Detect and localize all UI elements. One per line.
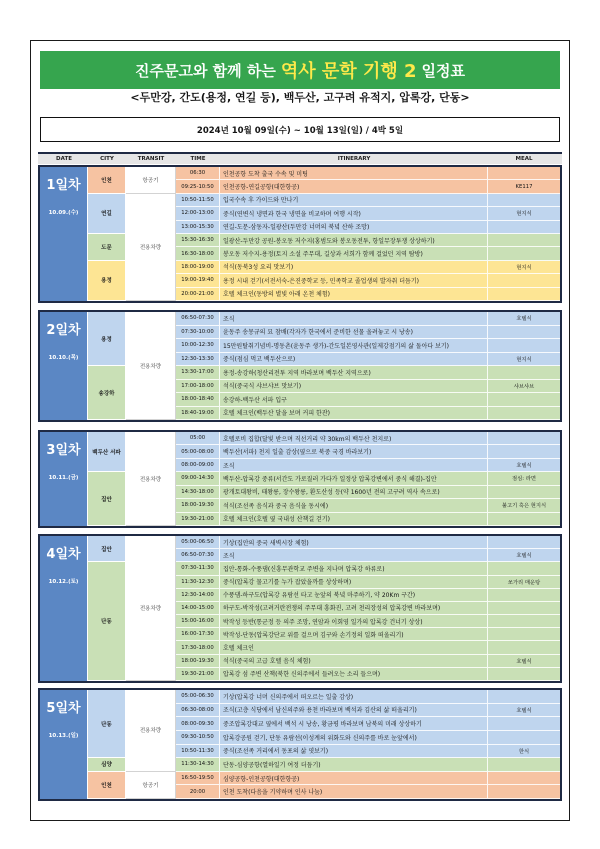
day-date: 10.09.(수) [48, 210, 79, 216]
itinerary-cell: 기상(압록강 너머 신의주에서 떠오르는 일출 감상) [220, 690, 488, 704]
city-cell: 인천 [88, 772, 126, 799]
meal-cell: 호텔식 [488, 459, 560, 472]
itinerary-cell: 인천 도착(다음을 기약하며 인사 나눔) [220, 785, 488, 799]
time-cell: 16:00-17:30 [176, 628, 220, 641]
itinerary-cell: 봉오동 저수지-용정(토지 소설 주무대, 길상과 서희가 함께 걸었던 지역 탐방) [220, 247, 488, 260]
day-label-cell [40, 432, 88, 526]
itinerary-cell: 윤동주 송몽규의 묘 참배(각자가 한국에서 준비한 선물 올려놓고 시 낭송) [220, 326, 488, 340]
time-cell: 19:30-21:00 [176, 513, 220, 526]
meal-cell [488, 366, 560, 380]
itinerary-cell: 석식(동북3성 요리 맛보기) [220, 261, 488, 274]
meal-cell [488, 339, 560, 353]
meal-cell [488, 615, 560, 628]
time-cell: 07:30-11:30 [176, 562, 220, 575]
time-cell: 06:50-07:30 [176, 549, 220, 562]
time-cell: 10:00-12:30 [176, 339, 220, 353]
itinerary-cell: 호텔 체크인 [220, 641, 488, 654]
time-cell: 08:00-09:30 [176, 717, 220, 731]
itinerary-cell: 입국수속 후 가이드와 만나기 [220, 194, 488, 207]
city-cell: 백두산 서파 [88, 432, 126, 472]
meal-cell [488, 628, 560, 641]
time-cell: 18:00-19:30 [176, 655, 220, 668]
city-cell: 단동 [88, 562, 126, 681]
time-cell: 17:30-18:00 [176, 641, 220, 654]
time-cell: 17:00-18:00 [176, 380, 220, 394]
day-date: 10.12.(토) [48, 579, 79, 585]
day-label-cell [40, 167, 88, 301]
itinerary-cell: 심양공항-인천공항(대한항공) [220, 772, 488, 786]
city-cell: 집안 [88, 472, 126, 526]
meal-cell [488, 274, 560, 287]
time-cell: 06:30-08:00 [176, 704, 220, 718]
meal-cell [488, 690, 560, 704]
time-cell: 13:00-15:30 [176, 221, 220, 234]
time-cell: 15:00-16:00 [176, 615, 220, 628]
time-cell: 16:30-18:00 [176, 247, 220, 260]
day-number: 5일차 [46, 701, 81, 716]
itinerary-cell: 조식 [220, 459, 488, 472]
day-label-cell [40, 312, 88, 420]
meal-cell: 호텔식 [488, 704, 560, 718]
time-cell: 09:00-14:30 [176, 472, 220, 485]
time-cell: 12:00-13:00 [176, 207, 220, 220]
city-cell: 송강하 [88, 366, 126, 420]
itinerary-table [38, 165, 562, 801]
itinerary-cell: 중식(점심 먹고 백두산으로) [220, 353, 488, 367]
title-bar [40, 51, 560, 89]
itinerary-cell: 압록강 섬 주변 산책(북한 신의주에서 들려오는 소리 들으며) [220, 668, 488, 681]
transit-cell: 전용차량 [126, 690, 176, 772]
itinerary-cell: 중조압록강대교 옆에서 백석 시 낭송, 황금평 바라보며 남북의 미래 상상하기 [220, 717, 488, 731]
table-header [38, 152, 562, 164]
meal-cell: 현지식 [488, 353, 560, 367]
itinerary-cell: 백두산(서파) 천지 일출 감상(옆으로 북중 국경 바라보기) [220, 445, 488, 458]
itinerary-cell: 박작성 등반(통군정 등 의주 조망, 연암과 이회영 일가의 압록강 건너기 상상) [220, 615, 488, 628]
itinerary-cell: 중식(압록강 물고기를 누가 잡았을까를 상상하며) [220, 576, 488, 589]
meal-cell [488, 785, 560, 799]
meal-cell [488, 326, 560, 340]
meal-cell: 한식 [488, 745, 560, 759]
title-text-pre: 진주문고와 함께 하는 [135, 61, 276, 80]
meal-cell: 호텔식 [488, 312, 560, 326]
time-cell: 09:30-10:50 [176, 731, 220, 745]
time-cell: 11:30-14:30 [176, 758, 220, 772]
itinerary-cell: 호텔 체크인(동방의 별빛 아래 온천 체험) [220, 288, 488, 301]
meal-cell: KE117 [488, 180, 560, 193]
meal-cell: 호텔식 [488, 655, 560, 668]
transit-cell: 전용차량 [126, 432, 176, 526]
itinerary-cell: 중식(조선족 거리에서 동포의 삶 엿보기) [220, 745, 488, 759]
itinerary-cell: 석식(중국의 고급 호텔 음식 체험) [220, 655, 488, 668]
transit-cell: 전용차량 [126, 194, 176, 301]
meal-cell [488, 432, 560, 445]
meal-cell: 현지식 [488, 261, 560, 274]
itinerary-cell: 압록강공원 걷기, 단동 유람선(이성계의 위화도와 신의주를 바로 눈앞에서) [220, 731, 488, 745]
time-cell: 05:00-08:00 [176, 445, 220, 458]
meal-cell [488, 486, 560, 499]
title-text-post: 일정표 [421, 61, 465, 80]
meal-cell [488, 194, 560, 207]
time-cell: 16:50-19:50 [176, 772, 220, 786]
time-cell: 11:30-12:30 [176, 576, 220, 589]
transit-cell: 항공기 [126, 167, 176, 194]
city-cell: 단동 [88, 690, 126, 758]
day-label-cell [40, 690, 88, 799]
time-cell: 20:00 [176, 785, 220, 799]
meal-cell [488, 562, 560, 575]
itinerary-cell: 집안-통화-수풍댐(신흥무관학교 주변을 지나며 압록강 하류로) [220, 562, 488, 575]
meal-cell: 샤브샤브 [488, 380, 560, 394]
time-cell: 14:30-18:00 [176, 486, 220, 499]
col-header-time: TIME [190, 156, 206, 162]
subtitle: <두만강, 간도(용정, 연길 등), 백두산, 고구려 유적지, 압록강, 단동> [130, 91, 470, 104]
time-cell: 08:00-09:00 [176, 459, 220, 472]
meal-cell [488, 758, 560, 772]
itinerary-cell: 박작성-단동(압록강단교 위를 걸으며 김구와 손기정의 일화 떠올리기) [220, 628, 488, 641]
meal-cell [488, 167, 560, 180]
meal-cell: 호텔식 [488, 549, 560, 562]
day-block [38, 430, 562, 528]
time-cell: 19:30-21:00 [176, 668, 220, 681]
meal-cell [488, 247, 560, 260]
itinerary-cell: 호텔 체크인(호텔 옆 국내성 산책길 걷기) [220, 513, 488, 526]
time-cell: 18:00-18:40 [176, 393, 220, 407]
city-cell: 도문 [88, 234, 126, 261]
transit-cell: 항공기 [126, 772, 176, 799]
col-header-meal: MEAL [515, 156, 533, 162]
meal-cell [488, 641, 560, 654]
time-cell: 18:00-19:30 [176, 499, 220, 512]
itinerary-cell: 수풍댐-하구도(압록강 유람선 타고 눈앞의 북녘 마주하기, 약 20Km 구간) [220, 589, 488, 602]
meal-cell [488, 234, 560, 247]
itinerary-cell: 인천공항 도착 출국 수속 및 미팅 [220, 167, 488, 180]
time-cell: 10:50-11:30 [176, 745, 220, 759]
city-cell: 용정 [88, 312, 126, 366]
itinerary-cell: 인천공항-연길공항(대한항공) [220, 180, 488, 193]
meal-cell [488, 602, 560, 615]
itinerary-cell: 단동-심양공항(열하일기 여정 더듬기) [220, 758, 488, 772]
city-cell: 인천 [88, 167, 126, 194]
col-header-itinerary: ITINERARY [337, 156, 371, 162]
meal-cell: 현지식 [488, 207, 560, 220]
time-cell: 05:00 [176, 432, 220, 445]
itinerary-cell: 용정 시내 걷기(서전서숙-은진중학교 등, 민족학교 졸업생의 발자취 더듬기) [220, 274, 488, 287]
itinerary-cell: 조식 [220, 549, 488, 562]
time-cell: 06:30 [176, 167, 220, 180]
time-cell: 06:50-07:30 [176, 312, 220, 326]
day-block [38, 534, 562, 683]
itinerary-cell: 백두산-압록강 중류(서간도 가로질러 가다가 일정상 압록강변에서 중식 해결)-집안 [220, 472, 488, 485]
meal-cell [488, 668, 560, 681]
transit-cell: 전용차량 [126, 312, 176, 420]
itinerary-cell: 용정-송강하(청산리전투 지역 바라보며 백두산 지역으로) [220, 366, 488, 380]
day-label-cell [40, 536, 88, 681]
day-date: 10.10.(목) [48, 355, 79, 361]
day-number: 3일차 [46, 443, 81, 458]
itinerary-cell: 호텔로비 집합(달빛 받으며 직선거리 약 30km의 백두산 천지로) [220, 432, 488, 445]
meal-cell [488, 393, 560, 407]
day-number: 4일차 [46, 547, 81, 562]
itinerary-cell: 호텔 체크인(백두산 달을 보며 커피 한잔) [220, 407, 488, 421]
time-cell: 05:00-06:50 [176, 536, 220, 549]
time-cell: 19:00-19:40 [176, 274, 220, 287]
day-date: 10.13.(일) [48, 733, 79, 739]
city-cell: 심양 [88, 758, 126, 772]
itinerary-cell: 연길-도문-삼동자-일광산(두만강 너머의 북녘 산하 조망) [220, 221, 488, 234]
itinerary-cell: 15만원탈취기념비-명동촌(윤동주 생가)-간도일본영사관(일제강점기의 삶 돌아다 보기) [220, 339, 488, 353]
time-cell: 10:50-11:50 [176, 194, 220, 207]
time-cell: 12:30-14:00 [176, 589, 220, 602]
time-cell: 12:30-13:30 [176, 353, 220, 367]
itinerary-cell: 조식(고층 식당에서 남신의주와 용천 바라보며 백석과 김산의 삶 떠올리기) [220, 704, 488, 718]
meal-cell [488, 221, 560, 234]
day-block [38, 165, 562, 303]
day-number: 1일차 [46, 178, 81, 193]
trip-period: 2024년 10월 09일(수) ~ 10월 13일(일) / 4박 5일 [40, 117, 560, 142]
time-cell: 07:30-10:00 [176, 326, 220, 340]
time-cell: 20:00-21:00 [176, 288, 220, 301]
title-highlight: 역사 문학 기행 2 [280, 61, 417, 82]
itinerary-cell: 일광산-두만강 공원-봉오동 저수지(홍범도와 봉오동전투, 항일무장투쟁 상상하기) [220, 234, 488, 247]
meal-cell: 불고기 혹은 현지식 [488, 499, 560, 512]
itinerary-cell: 송강하-백두산 서파 입구 [220, 393, 488, 407]
day-block [38, 688, 562, 801]
day-date: 10.11.(금) [48, 475, 79, 481]
transit-cell: 전용차량 [126, 536, 176, 681]
meal-cell [488, 536, 560, 549]
meal-cell [488, 407, 560, 421]
city-cell: 용정 [88, 261, 126, 301]
col-header-city: CITY [100, 156, 114, 162]
itinerary-cell: 중식(연변식 냉면과 한국 냉면을 비교하며 여행 시작) [220, 207, 488, 220]
meal-cell [488, 717, 560, 731]
meal-cell [488, 513, 560, 526]
col-header-transit: TRANSIT [137, 156, 165, 162]
meal-cell [488, 731, 560, 745]
meal-cell: 쏘가리 매운탕 [488, 576, 560, 589]
itinerary-cell: 하구도-박작성(고려거란전쟁의 주무대 흥화진, 고려 천리장성의 압록강변 바라보며) [220, 602, 488, 615]
city-cell: 집안 [88, 536, 126, 562]
itinerary-cell: 석식(조선족 음식과 중국 음식을 동시에) [220, 499, 488, 512]
day-number: 2일차 [46, 323, 81, 338]
itinerary-cell: 광개토대왕비, 태왕릉, 장수왕릉, 환도산성 등(약 1600년 전의 고구려 역사 속으로) [220, 486, 488, 499]
col-header-date: DATE [56, 156, 72, 162]
meal-cell [488, 288, 560, 301]
meal-cell [488, 772, 560, 786]
itinerary-cell: 조식 [220, 312, 488, 326]
time-cell: 18:00-19:00 [176, 261, 220, 274]
itinerary-cell: 석식(중국식 샤브샤브 맛보기) [220, 380, 488, 394]
day-block [38, 310, 562, 422]
meal-cell [488, 445, 560, 458]
itinerary-cell: 기상(집안의 중국 새벽시장 체험) [220, 536, 488, 549]
time-cell: 09:25-10:50 [176, 180, 220, 193]
time-cell: 18:40-19:00 [176, 407, 220, 421]
time-cell: 05:00-06:30 [176, 690, 220, 704]
meal-cell: 점심: 라면 [488, 472, 560, 485]
city-cell: 연길 [88, 194, 126, 234]
time-cell: 14:00-15:00 [176, 602, 220, 615]
meal-cell [488, 589, 560, 602]
time-cell: 15:30-16:30 [176, 234, 220, 247]
time-cell: 13:30-17:00 [176, 366, 220, 380]
